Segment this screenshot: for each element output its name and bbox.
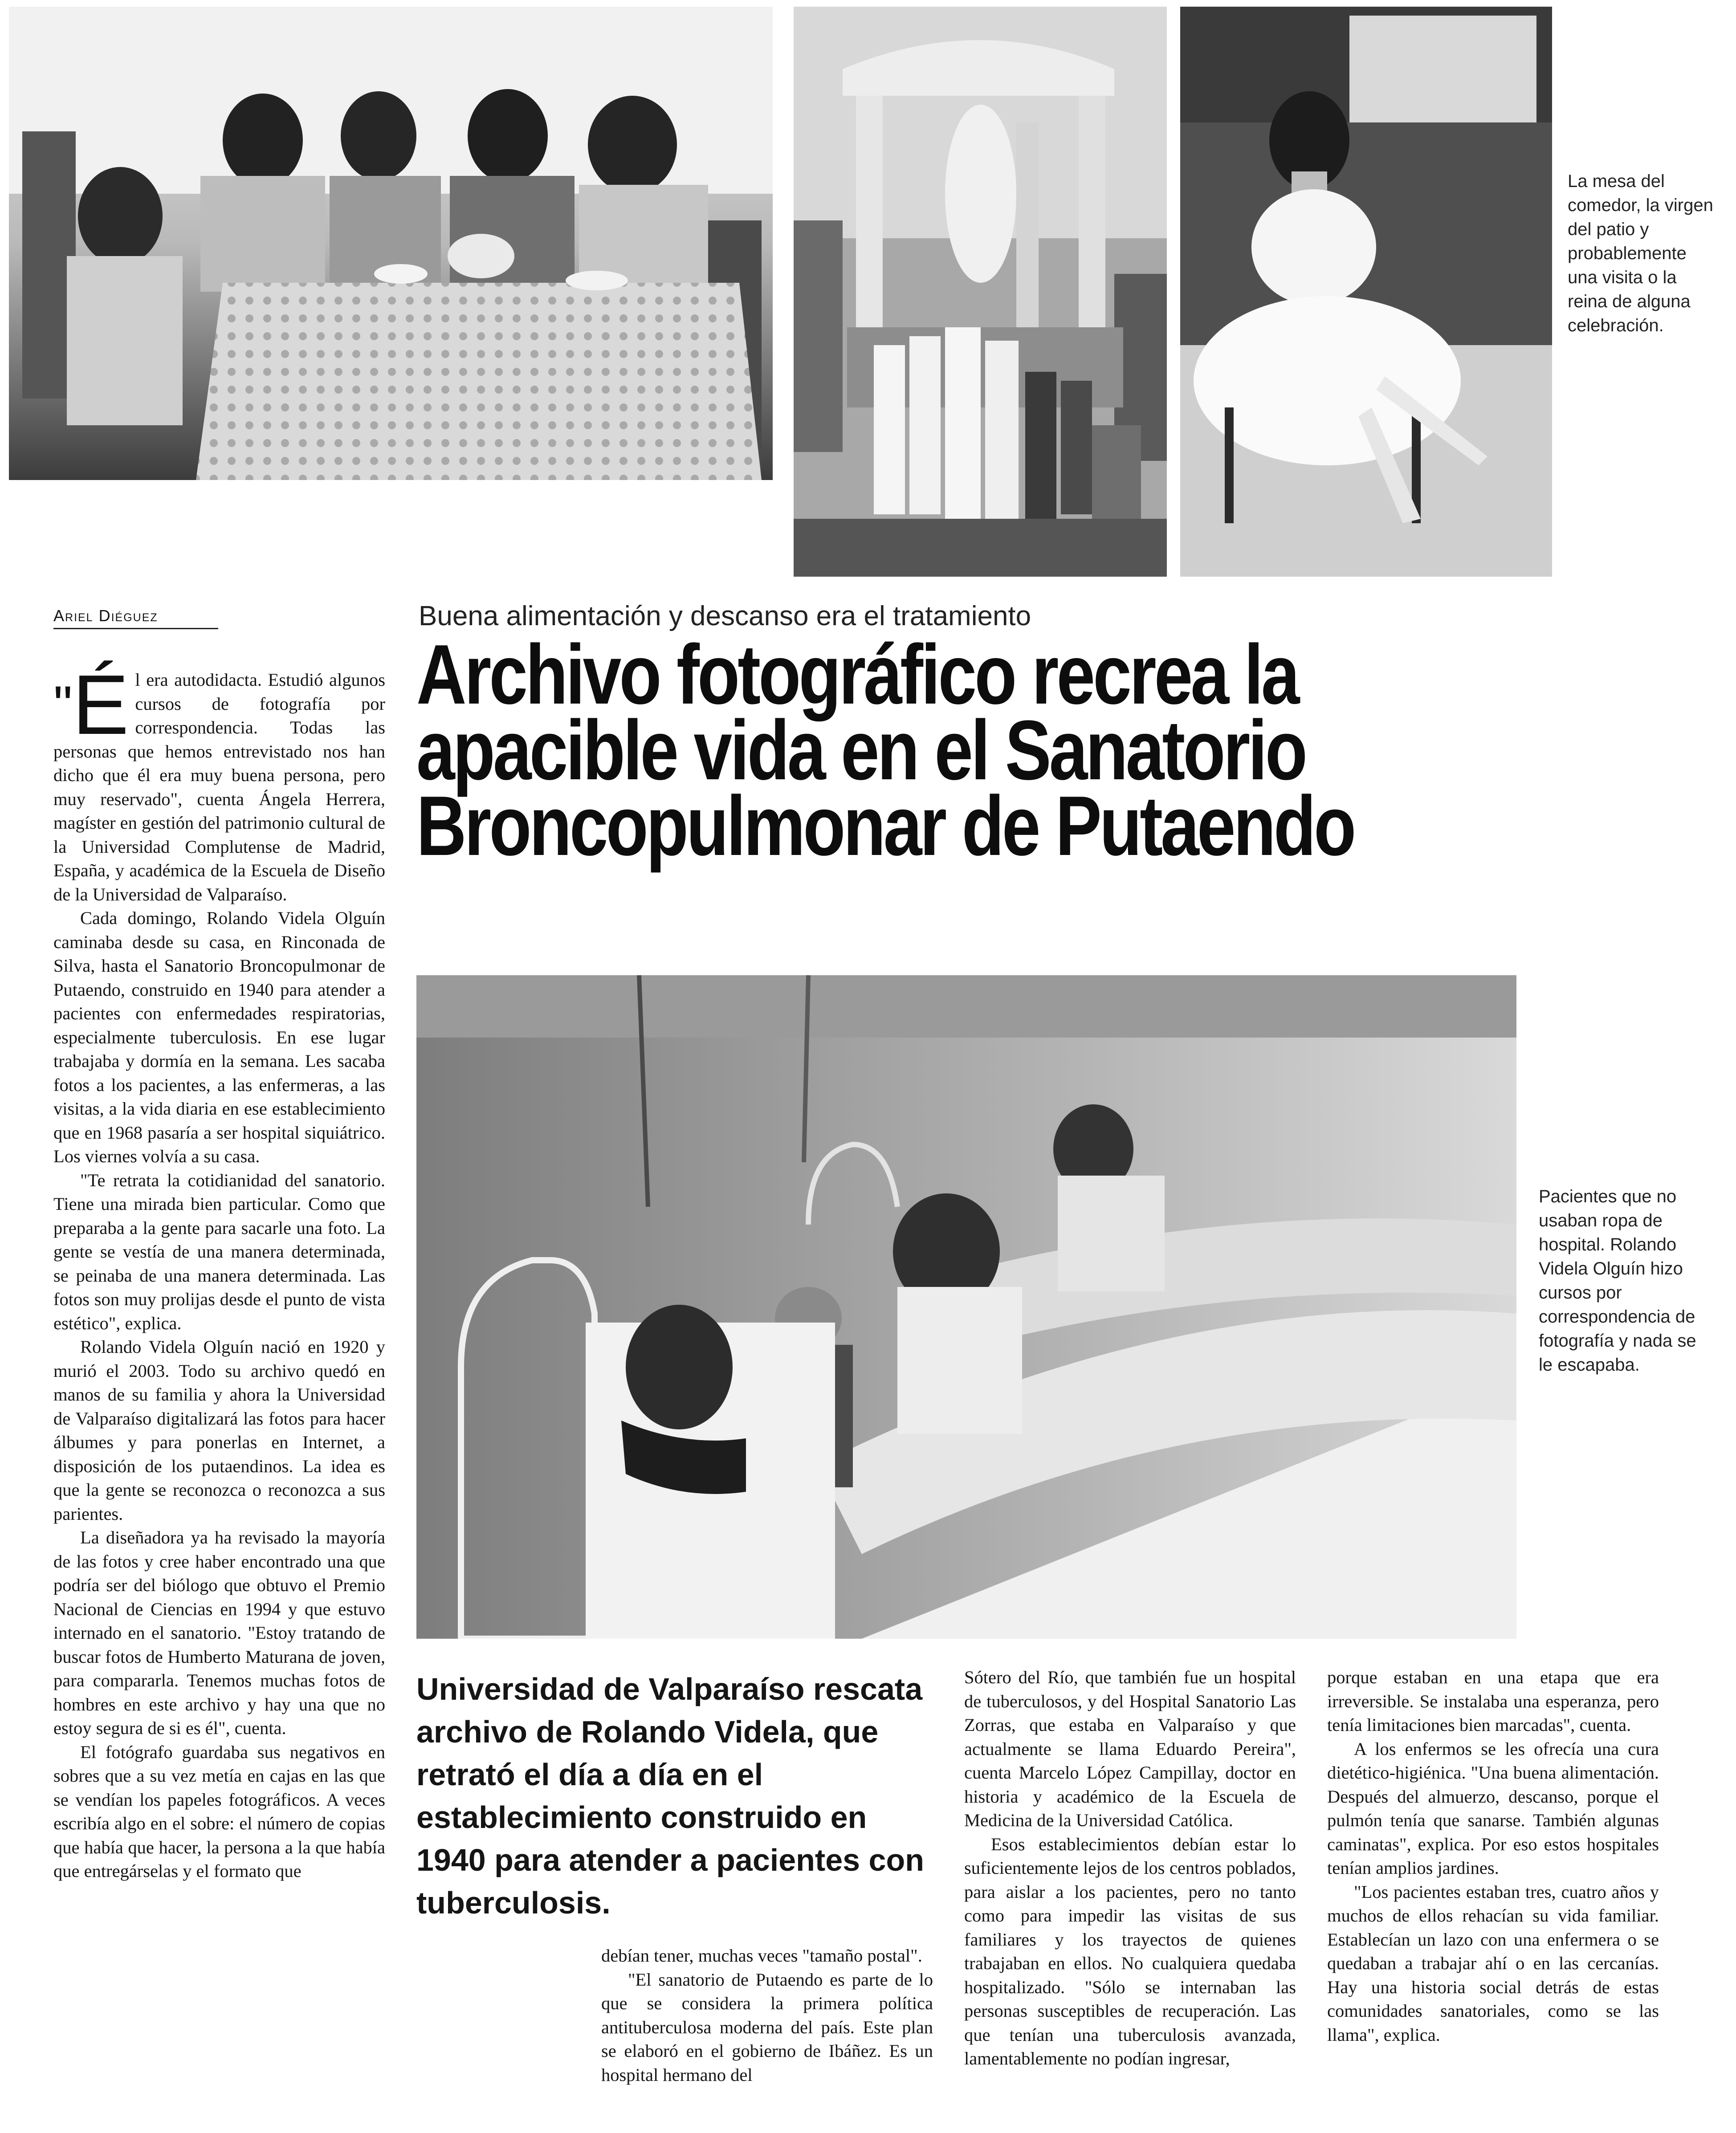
paragraph xyxy=(53,658,385,906)
photo-virgin-statue xyxy=(794,7,1167,577)
photo-seated-woman xyxy=(1180,7,1552,577)
drop-cap-letter: É xyxy=(72,658,129,752)
caption-line: del patio y xyxy=(1568,220,1649,239)
article-column-1 xyxy=(53,658,385,1883)
caption-line: reina de alguna xyxy=(1568,292,1691,311)
caption-line: fotografía y nada se xyxy=(1539,1331,1696,1351)
article-column-3 xyxy=(964,1665,1296,2071)
caption-line: comedor, la virgen xyxy=(1568,195,1713,215)
paragraph: debían tener, muchas veces "tamaño postal". xyxy=(601,1946,922,1966)
caption-line: correspondencia de xyxy=(1539,1307,1695,1327)
paragraph: A los enfermos se les ofrecía una cura dietético-higiénica. "Una buena alimentación. Después del almuerzo, descanso, porque el pulmón tenía que sanarse. También algunas caminatas", explica. Por eso estos hospitales tenían amplios jardines. xyxy=(1327,1738,1659,1878)
paragraph: Cada domingo, Rolando Videla Olguín caminaba desde su casa, en Rinconada de Silva, hasta el Sanatorio Broncopulmonar de Putaendo, construido en 1940 para atender a pacientes con enfermedades respiratorias, especialmente tuberculosis. En ese lugar trabajaba y dormía en la semana. Les sacaba fotos a los pacientes, a las enfermeras, a las visitas, a la vida diaria en ese establecimiento que en 1968 pasaría a ser hospital siquiátrico. Los viernes volvía a su casa. xyxy=(53,908,385,1166)
paragraph: Esos establecimientos debían estar lo suficientemente lejos de los centros poblados, para aislar a los pacientes, pero no tanto como para impedir las visitas de sus familiares y los trayectos de quienes trabajaban en ellos. No cualquiera quedaba hospitalizado. "Sólo se internaban las personas susceptibles de recuperación. Las que tenían una tuberculosis avanzada, lamentablemente no podían ingresar, xyxy=(964,1834,1296,2068)
opening-quote: " xyxy=(53,675,69,735)
caption-line: celebración. xyxy=(1568,316,1664,335)
paragraph: "Te retrata la cotidianidad del sanatorio. Tiene una mirada bien particular. Como que preparaba a la gente para sacarle una foto. La gente se vestía de una manera determinada, se peinaba de una manera determinada. Las fotos son muy prolijas desde el punto de vista estético", explica. xyxy=(53,1170,385,1333)
article-column-2 xyxy=(601,1944,933,2087)
caption-line: hospital. Rolando xyxy=(1539,1235,1677,1254)
photo-dining-table xyxy=(9,7,773,480)
deck-summary: Universidad de Valparaíso rescata archivo de Rolando Videla, que retrató el día a día en el establecimiento construido en 1940 para atender a pacientes con tuberculosis. xyxy=(416,1672,924,1920)
caption-line: Videla Olguín hizo xyxy=(1539,1259,1683,1278)
caption-line: una visita o la xyxy=(1568,268,1677,287)
caption-line: le escapaba. xyxy=(1539,1355,1640,1375)
drop-cap xyxy=(53,658,129,752)
byline: Ariel Diéguez xyxy=(53,607,218,629)
headline-line: apacible vida en el Sanatorio xyxy=(416,703,1305,798)
headline-line: Archivo fotográfico recrea la xyxy=(416,627,1298,722)
caption-line: probablemente xyxy=(1568,244,1687,263)
paragraph: La diseñadora ya ha revisado la mayoría de las fotos y cree haber encontrado una que podría ser del biólogo que obtuvo el Premio Nacional de Ciencias en 1994 y que estuvo internado en el sanatorio. "Estoy tratando de buscar fotos de Humberto Maturana de joven, para compararla. Tenemos muchas fotos de hombres en este archivo y hay una que no estoy segura de si es él", cuenta. xyxy=(53,1527,385,1738)
caption-line: La mesa del xyxy=(1568,171,1665,191)
caption-line: usaban ropa de xyxy=(1539,1211,1663,1230)
paragraph: Rolando Videla Olguín nació en 1920 y murió el 2003. Todo su archivo quedó en manos de su familia y ahora la Universidad de Valparaíso digitalizará las fotos para hacer álbumes y para ponerlas en Internet, a disposición de los putaendinos. La idea es que la gente se reconozca o reconozca a sus parientes. xyxy=(53,1337,385,1524)
paragraph: "El sanatorio de Putaendo es parte de lo que se considera la primera política antituberculosa moderna del país. Este plan se elaboró en el gobierno de Ibáñez. Es un hospital hermano del xyxy=(601,1969,933,2085)
headline-line: Broncopulmonar de Putaendo xyxy=(416,779,1354,873)
paragraph: El fotógrafo guardaba sus negativos en sobres que a su vez metía en cajas en las que se vendían los papeles fotográficos. A veces escribía algo en el sobre: el número de copias que había que hacer, la persona a la que había que entregárselas y el formato que xyxy=(53,1742,385,1881)
paragraph: Sótero del Río, que también fue un hospital de tuberculosos, y del Hospital Sanatorio Las Zorras, que estaba en Valparaíso y que actualmente se llama Eduardo Pereira", cuenta Marcelo López Campillay, doctor en historia y académico de la Escuela de Medicina de la Universidad Católica. xyxy=(964,1667,1296,1830)
paragraph: "Los pacientes estaban tres, cuatro años y muchos de ellos rehacían su vida familiar. Establecían un lazo con una enfermera o se quedaban a trabajar ahí o en las cercanías. Hay una historia social detrás de estas comunidades sanatoriales, como se las llama", explica. xyxy=(1327,1881,1659,2045)
kicker: Buena alimentación y descanso era el tratamiento xyxy=(419,601,1031,631)
caption-middle xyxy=(1539,1185,1726,1377)
caption-top xyxy=(1568,169,1728,338)
paragraph: porque estaban en una etapa que era irreversible. Se instalaba una esperanza, pero tenía limitaciones bien marcadas", cuenta. xyxy=(1327,1667,1659,1735)
article-column-4 xyxy=(1327,1665,1659,2047)
photo-hospital-beds xyxy=(416,975,1516,1639)
caption-line: cursos por xyxy=(1539,1283,1622,1303)
caption-line: Pacientes que no xyxy=(1539,1187,1677,1206)
headline xyxy=(416,627,1402,873)
paragraph-text: l era autodidacta. Estudió algunos cursos de fotografía por correspondencia. Todas las personas que hemos entrevistado nos han dicho que él era muy buena persona, pero muy reservado", cuenta Ángela Herrera, magíster en gestión del patrimonio cultural de la Universidad Complutense de Madrid, España, y académica de la Escuela de Diseño de la Universidad de Valparaíso. xyxy=(53,670,385,904)
